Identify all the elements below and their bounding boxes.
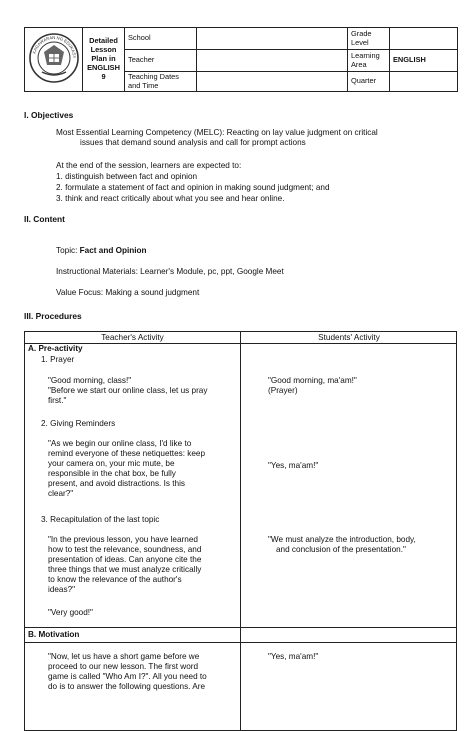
objective-item: 2. formulate a statement of fact and opinion in making sound judgment; and <box>56 183 330 192</box>
teacher-motivation-line: proceed to our new lesson. The first word <box>48 662 199 671</box>
melc-line-1: Most Essential Learning Competency (MELC): Reacting on lay value judgment on critical <box>56 128 378 137</box>
reminders-step: 2. Giving Reminders <box>41 419 116 428</box>
teacher-recap-line: how to test the relevance, soundness, and <box>48 545 202 554</box>
column-divider <box>240 332 241 730</box>
procedures-heading: III. Procedures <box>24 311 82 321</box>
teacher-reminder-line: remind everyone of these netiquettes: keep <box>48 449 206 458</box>
teacher-motivation-line: game is called "Who Am I?". All you need to <box>48 672 207 681</box>
teacher-reminder-line: your camera on, your mic mute, be <box>48 459 175 468</box>
materials-line: Instructional Materials: Learner's Module, pc, ppt, Google Meet <box>56 267 284 276</box>
school-value <box>197 28 348 50</box>
student-greeting-2: (Prayer) <box>268 386 298 395</box>
teacher-reminder-line: clear?" <box>48 489 74 498</box>
teacher-recap-line: presentation of ideas. Can anyone cite the <box>48 555 202 564</box>
dates-label: Teaching Dates and Time <box>125 72 197 92</box>
student-motivation-reply: "Yes, ma'am!" <box>268 652 319 661</box>
teacher-label: Teacher <box>125 50 197 72</box>
student-recap-2: and conclusion of the presentation." <box>276 545 406 554</box>
teacher-greeting-2: "Before we start our online class, let us pray <box>48 386 208 395</box>
teacher-recap-line: to know the relevance of the author's <box>48 575 182 584</box>
content-heading: II. Content <box>24 214 65 224</box>
procedures-table <box>24 331 457 731</box>
deped-seal-cell <box>25 28 83 92</box>
prayer-step: 1. Prayer <box>41 355 75 364</box>
topic-line <box>56 246 147 257</box>
grade-label: Grade Level <box>348 28 390 50</box>
row-divider <box>25 627 456 628</box>
teacher-value <box>197 50 348 72</box>
value-focus-line: Value Focus: Making a sound judgment <box>56 288 200 297</box>
teacher-recap-line: ideas?" <box>48 585 76 594</box>
plan-title: Detailed Lesson Plan in ENGLISH 9 <box>83 28 125 92</box>
student-reminder-reply: "Yes, ma'am!" <box>268 461 319 470</box>
objective-item: 1. distinguish between fact and opinion <box>56 172 198 181</box>
teacher-motivation-line: do is to answer the following questions. Are <box>48 682 206 691</box>
header-table <box>24 27 458 92</box>
row-divider <box>25 343 456 344</box>
deped-seal-logo <box>28 32 80 84</box>
topic-value: Fact and Opinion <box>79 246 147 255</box>
motivation-heading: B. Motivation <box>28 630 80 639</box>
melc-line-2: issues that demand sound analysis and call for prompt actions <box>80 138 306 147</box>
teacher-recap-line: three things that we must analyze critically <box>48 565 202 574</box>
row-divider <box>25 642 456 643</box>
teacher-activity-header: Teacher's Activity <box>101 333 164 342</box>
student-greeting-1: "Good morning, ma'am!" <box>268 376 357 385</box>
teacher-reminder-line: "As we begin our online class, I'd like to <box>48 439 192 448</box>
student-activity-header: Students' Activity <box>318 333 380 342</box>
teacher-motivation-line: "Now, let us have a short game before we <box>48 652 200 661</box>
teacher-greeting-1: "Good morning, class!" <box>48 376 132 385</box>
teacher-very-good: "Very good!" <box>48 608 93 617</box>
recap-step: 3. Recapitulation of the last topic <box>41 515 160 524</box>
area-value: ENGLISH <box>390 50 458 72</box>
svg-text:KAGAWARAN NG EDUKASYON: KAGAWARAN NG EDUKASY <box>31 35 77 59</box>
teacher-reminder-line: responsible in the chat box, be fully <box>48 469 176 478</box>
objective-item: 3. think and react critically about what you see and hear online. <box>56 194 285 203</box>
topic-label: Topic: <box>56 246 80 255</box>
quarter-label: Quarter <box>348 72 390 92</box>
student-recap-1: "We must analyze the introduction, body, <box>268 535 416 544</box>
teacher-reminder-line: present, and avoid distractions. Is this <box>48 479 185 488</box>
objectives-heading: I. Objectives <box>24 110 74 120</box>
area-label: Learning Area <box>348 50 390 72</box>
teacher-greeting-3: first." <box>48 396 67 405</box>
teacher-recap-line: "In the previous lesson, you have learned <box>48 535 198 544</box>
pre-activity-heading: A. Pre-activity <box>28 344 83 353</box>
objectives-intro: At the end of the session, learners are expected to: <box>56 161 242 170</box>
quarter-value <box>390 72 458 92</box>
grade-value <box>390 28 458 50</box>
dates-value <box>197 72 348 92</box>
school-label: School <box>125 28 197 50</box>
